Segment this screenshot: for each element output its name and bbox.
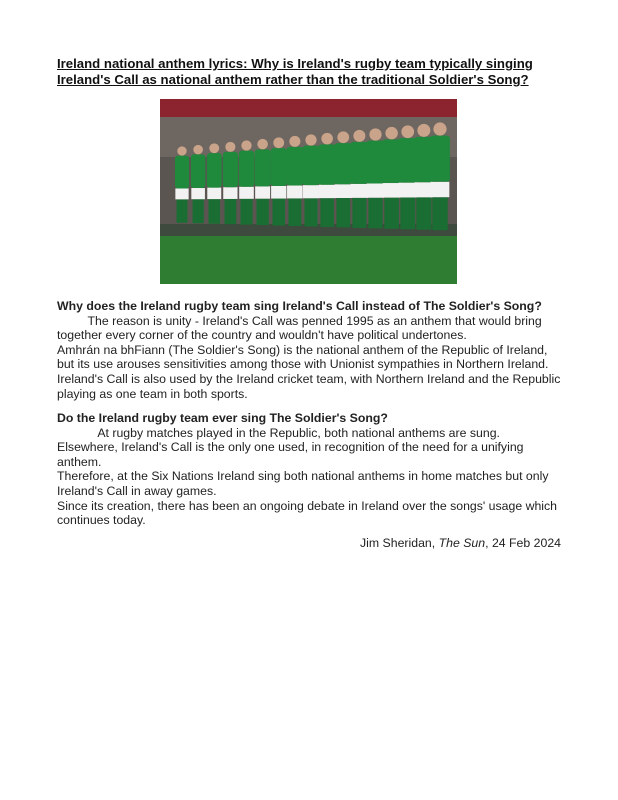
byline <box>360 536 561 550</box>
player-figure <box>175 146 189 222</box>
player-figure <box>382 127 401 229</box>
player-figure <box>334 131 352 227</box>
player-figure <box>271 137 287 225</box>
player-figure <box>287 136 304 226</box>
paragraph-line: Elsewhere, Ireland's Call is the only one used, in recognition of the need for a unifying <box>57 440 524 455</box>
paragraph-line: anthem. <box>57 454 102 469</box>
title-line-1: Ireland national anthem lyrics: Why is Ireland's rugby team typically singing <box>57 56 533 71</box>
player-figure <box>303 134 320 226</box>
section-why <box>57 299 567 401</box>
stand-banner <box>160 99 457 117</box>
player-figure <box>239 140 254 224</box>
paragraph-line: together every corner of the country and wouldn't have political undertones. <box>57 328 467 343</box>
paragraph-line: continues today. <box>57 513 146 528</box>
article-title <box>57 56 557 88</box>
paragraph-line: The reason is unity - Ireland's Call was penned 1995 as an anthem that would bring <box>57 313 542 328</box>
paragraph-line: but its use arouses sensitivities among those with Unionist sympathies in Northern Ireland. <box>57 357 549 372</box>
player-figure <box>207 143 222 223</box>
team-photo-illustration <box>160 99 457 284</box>
player-figure <box>191 145 205 223</box>
title-line-2: Ireland's Call as national anthem rather than the traditional Soldier's Song? <box>57 72 529 87</box>
paragraph-line: Amhrán na bhFiann (The Soldier's Song) is the national anthem of the Republic of Ireland, <box>57 342 548 357</box>
byline-publication: The Sun <box>438 536 486 550</box>
player-figure <box>350 130 368 228</box>
section-soldiers-song <box>57 411 567 528</box>
player-figure <box>255 139 271 225</box>
paragraph-line: playing as one team in both sports. <box>57 386 248 401</box>
paragraph-line: At rugby matches played in the Republic, both national anthems are sung. <box>57 425 500 440</box>
player-figure <box>430 122 450 230</box>
player-figure <box>366 128 384 228</box>
team-photo <box>160 99 457 284</box>
paragraph-line: Since its creation, there has been an ongoing debate in Ireland over the songs' usage which <box>57 498 558 513</box>
paragraph-line: Therefore, at the Six Nations Ireland sing both national anthems in home matches but only <box>57 469 549 484</box>
section-heading: Do the Ireland rugby team ever sing The Soldier's Song? <box>57 411 388 425</box>
player-figure <box>318 133 335 227</box>
paragraph-line: Ireland's Call is also used by the Ireland cricket team, with Northern Ireland and the Republic <box>57 371 561 386</box>
pitch <box>160 234 457 284</box>
player-figure <box>223 142 238 224</box>
byline-author: Jim Sheridan, <box>360 536 439 550</box>
section-heading: Why does the Ireland rugby team sing Ireland's Call instead of The Soldier's Song? <box>57 299 542 313</box>
byline-date: , 24 Feb 2024 <box>485 536 561 550</box>
paragraph-line: Ireland's Call in away games. <box>57 483 217 498</box>
